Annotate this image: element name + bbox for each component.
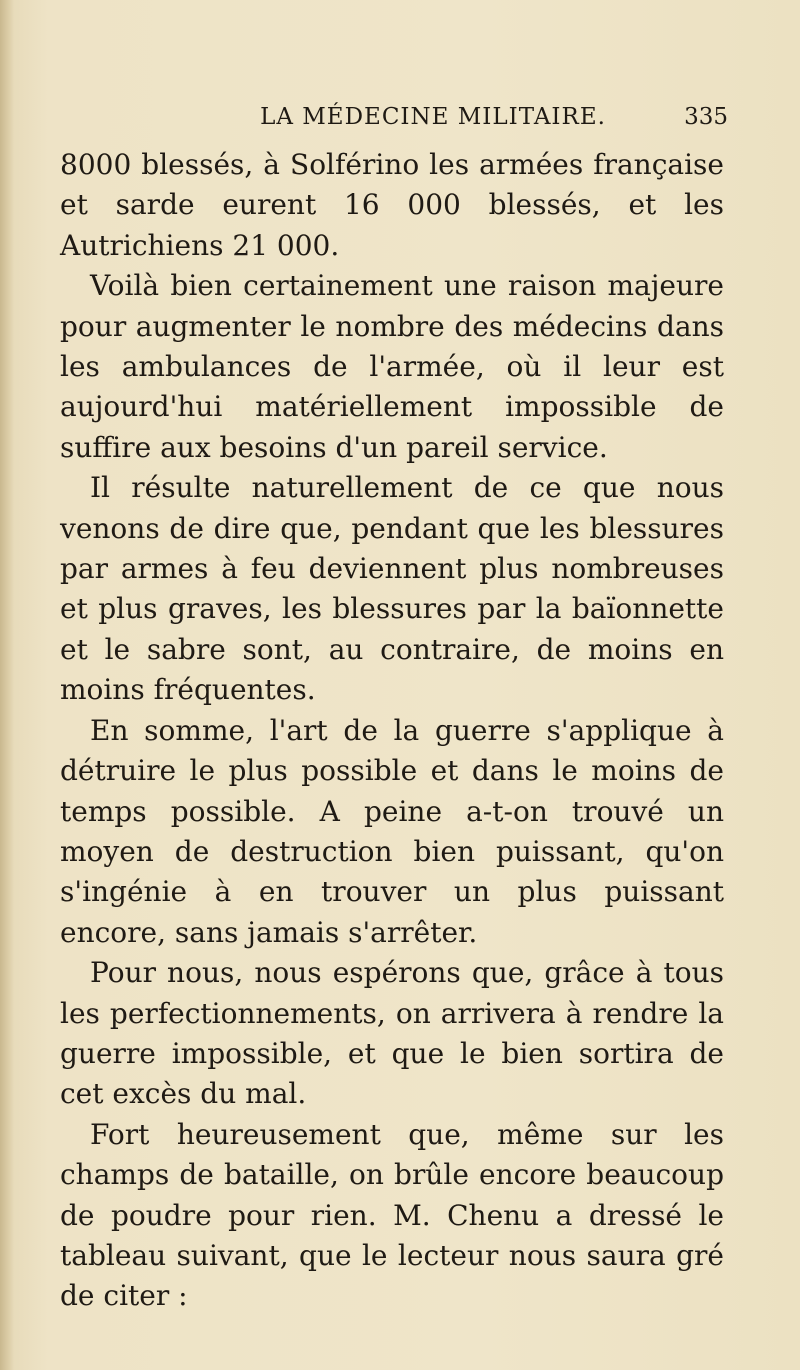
paragraph: Voilà bien certainement une raison majeure pour augmenter le nombre des médecins dans les ambulances de l'armée, où il leur est aujourd'hui matériellement impossible de suffire aux besoins d'un pareil service. [60, 269, 724, 464]
page-binding-edge [0, 0, 14, 1370]
page-header [108, 104, 728, 144]
paragraph: En somme, l'art de la guerre s'applique à détruire le plus possible et dans le moins de temps possible. A peine a-t-on trouvé un moyen de destruction bien puissant, qu'on s'ingénie à en trouver un plus puissant encore, sans jamais s'arrêter. [60, 713, 724, 949]
text-body [60, 145, 724, 1317]
running-head: LA MÉDECINE MILITAIRE. [260, 104, 606, 130]
paragraph: Fort heureusement que, même sur les champs de bataille, on brûle encore beaucoup de poudre pour rien. M. Chenu a dressé le tableau suivant, que le lecteur nous saura gré de citer : [60, 1117, 724, 1313]
paragraph: Pour nous, nous espérons que, grâce à tous les perfectionnements, on arrivera à rendre la guerre impossible, et que le bien sortira de cet excès du mal. [60, 956, 724, 1111]
paragraph: Il résulte naturellement de ce que nous venons de dire que, pendant que les blessures par armes à feu deviennent plus nombreuses et plus graves, les blessures par la baïonnette et le sabre sont, au contraire, de moins en moins fréquentes. [60, 471, 724, 707]
page-number: 335 [684, 104, 728, 130]
paragraph-continued: 8000 blessés, à Solférino les armées française et sarde eurent 16 000 blessés, et les Autrichiens 21 000. [60, 148, 724, 262]
